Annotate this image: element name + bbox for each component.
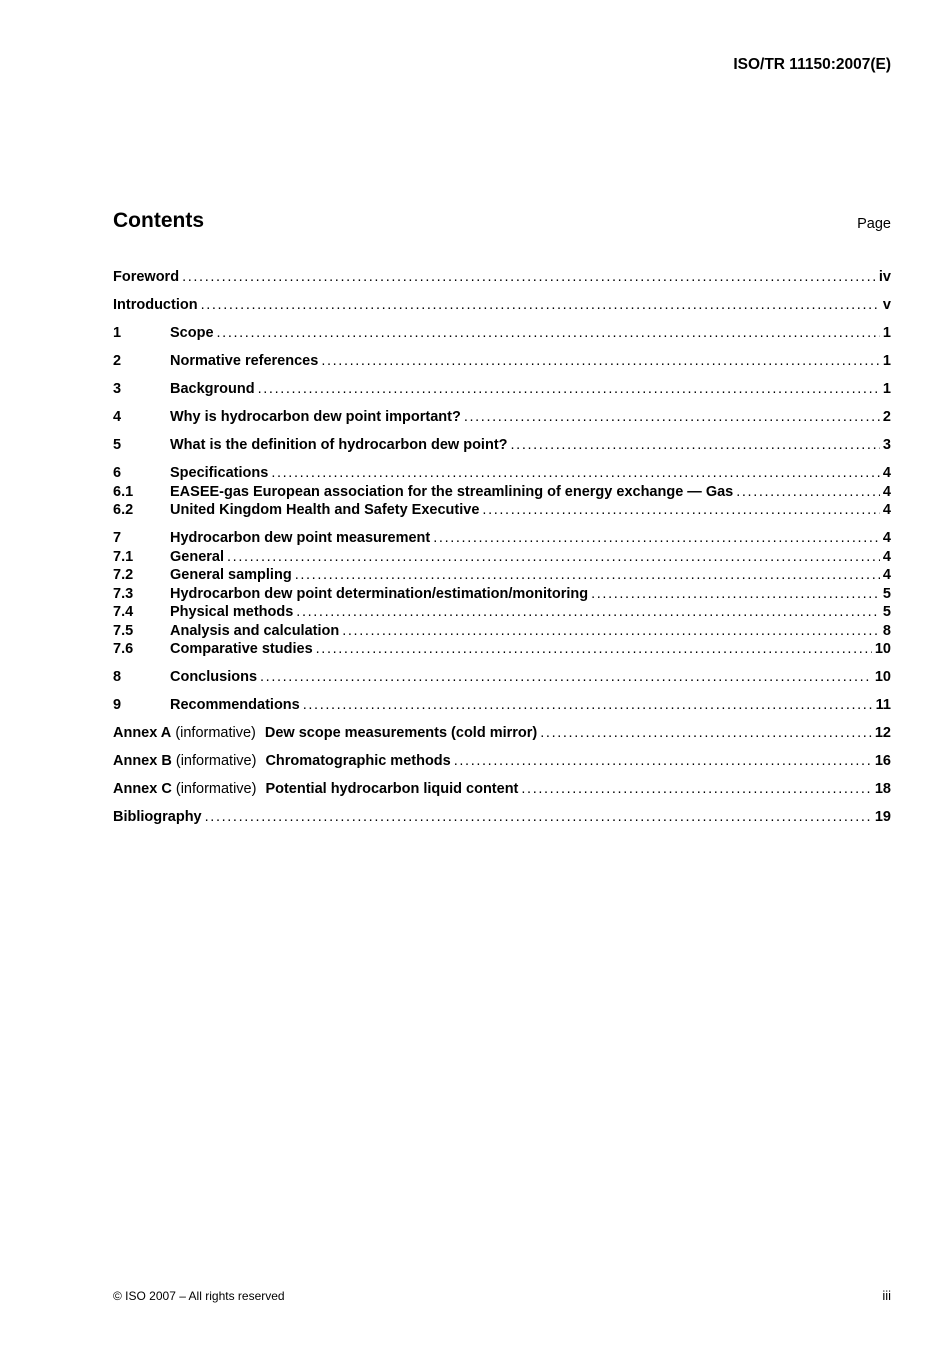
toc-entry[interactable] [113, 483, 891, 502]
toc-section-number: 7.5 [113, 622, 134, 639]
toc-dot-leader [201, 296, 880, 315]
toc-title: Hydrocarbon dew point determination/estimation/monitoring [170, 585, 589, 602]
toc-page-number: 2 [882, 409, 891, 425]
toc-entry[interactable] [113, 436, 891, 455]
toc-entry[interactable] [113, 752, 891, 771]
toc-dot-leader [464, 408, 880, 427]
toc-entry[interactable] [113, 808, 891, 827]
toc-dot-leader [736, 483, 880, 502]
toc-title: Comparative studies [170, 641, 313, 657]
toc-page-number: 5 [882, 604, 891, 620]
toc-page-number: 3 [882, 437, 891, 453]
toc-annex-label [113, 724, 265, 743]
toc-entry[interactable] [113, 464, 891, 483]
toc-page-number: iv [878, 269, 891, 285]
toc-page-number: 5 [882, 585, 891, 602]
toc-page-number: 10 [874, 641, 891, 657]
toc-dot-leader [182, 268, 876, 287]
toc-annex-id: Annex C [113, 781, 172, 797]
toc-page-number: 4 [882, 530, 891, 546]
toc-section-number: 7.6 [113, 641, 134, 657]
toc-annex-label [113, 780, 265, 799]
toc-dot-leader [295, 566, 880, 585]
toc-dot-leader [217, 324, 880, 343]
toc-page-number: 1 [882, 381, 891, 397]
toc-section-number: 7 [113, 530, 122, 546]
toc-section-number: 1 [113, 325, 122, 341]
toc-section-number: 7.2 [113, 567, 134, 583]
toc-title: Foreword [113, 269, 180, 285]
toc-page-number: 16 [874, 753, 891, 769]
toc-entry[interactable] [113, 780, 891, 799]
toc-section-number: 7.4 [113, 604, 134, 620]
document-id: ISO/TR 11150:2007(E) [733, 56, 891, 73]
toc-section-number: 2 [113, 353, 122, 369]
toc-dot-leader [511, 436, 880, 455]
toc-page-number: 4 [882, 548, 891, 565]
toc-dot-leader [260, 668, 872, 687]
toc-page-number: 8 [882, 622, 891, 639]
toc-dot-leader [296, 603, 880, 622]
toc-entry[interactable] [113, 352, 891, 371]
toc-annex-type: (informative) [175, 781, 257, 797]
toc-dot-leader [258, 380, 880, 399]
toc-title: Background [170, 381, 255, 397]
toc-entry[interactable] [113, 668, 891, 687]
toc-title: Introduction [113, 297, 198, 313]
toc-annex-type: (informative) [175, 725, 256, 741]
toc-page-number: 19 [874, 809, 891, 825]
toc-dot-leader [591, 585, 880, 604]
toc-entry[interactable] [113, 640, 891, 659]
toc-title: General [170, 548, 224, 565]
toc-section-number: 5 [113, 437, 122, 453]
toc-title: Why is hydrocarbon dew point important? [170, 409, 461, 425]
toc-dot-leader [303, 696, 873, 715]
toc-title: Scope [170, 325, 214, 341]
toc-title: Specifications [170, 465, 269, 481]
toc-entry[interactable] [113, 622, 891, 641]
toc-title: Chromatographic methods [265, 753, 451, 769]
toc-annex-type: (informative) [175, 753, 257, 769]
toc-entry[interactable] [113, 296, 891, 315]
page-column-label: Page [857, 216, 891, 232]
toc-page-number: 4 [882, 465, 891, 481]
toc-entry[interactable] [113, 603, 891, 622]
toc-page-number: 1 [882, 353, 891, 369]
toc-entry[interactable] [113, 724, 891, 743]
toc-annex-id: Annex B [113, 753, 172, 769]
toc-title: EASEE-gas European association for the streamlining of energy exchange — Gas [170, 483, 734, 500]
toc-title: United Kingdom Health and Safety Executive [170, 502, 480, 518]
toc-page-number: 4 [882, 567, 891, 583]
toc-section-number: 7.1 [113, 548, 134, 565]
toc-dot-leader [433, 529, 880, 548]
toc-entry[interactable] [113, 408, 891, 427]
toc-annex-id: Annex A [113, 725, 172, 741]
toc-title: Physical methods [170, 604, 294, 620]
toc-title: Potential hydrocarbon liquid content [265, 781, 519, 797]
toc-entry[interactable] [113, 696, 891, 715]
toc-entry[interactable] [113, 548, 891, 567]
toc-page-number: 18 [874, 781, 891, 797]
toc-dot-leader [482, 501, 880, 520]
toc-dot-leader [227, 548, 880, 567]
toc-dot-leader [321, 352, 880, 371]
toc-title: What is the definition of hydrocarbon dew point? [170, 437, 508, 453]
toc-page-number: 1 [882, 325, 891, 341]
toc-section-number: 8 [113, 669, 122, 685]
toc-annex-label [113, 752, 265, 771]
toc-section-number: 7.3 [113, 585, 134, 602]
toc-dot-leader [205, 808, 872, 827]
toc-title: Hydrocarbon dew point measurement [170, 530, 431, 546]
toc-entry[interactable] [113, 566, 891, 585]
toc-title: Dew scope measurements (cold mirror) [264, 725, 538, 741]
toc-page-number: 12 [874, 725, 891, 741]
toc-entry[interactable] [113, 380, 891, 399]
toc-section-number: 6.2 [113, 502, 134, 518]
toc-title: Bibliography [113, 809, 202, 825]
toc-section-number: 9 [113, 697, 122, 713]
toc-page-number: 10 [874, 669, 891, 685]
toc-title: Analysis and calculation [170, 622, 340, 639]
toc-entry[interactable] [113, 529, 891, 548]
toc-title: General sampling [170, 567, 292, 583]
toc-dot-leader [540, 724, 872, 743]
toc-page-number: 11 [875, 697, 891, 713]
copyright-footer: © ISO 2007 – All rights reserved [113, 1289, 285, 1303]
toc-section-number: 3 [113, 381, 122, 397]
toc-dot-leader [521, 780, 871, 799]
toc-dot-leader [316, 640, 872, 659]
table-of-contents [113, 268, 891, 827]
toc-dot-leader [454, 752, 872, 771]
toc-entry[interactable] [113, 268, 891, 287]
toc-dot-leader [271, 464, 880, 483]
toc-section-number: 6 [113, 465, 122, 481]
toc-title: Normative references [170, 353, 319, 369]
toc-title: Recommendations [170, 697, 300, 713]
toc-dot-leader [342, 622, 880, 641]
toc-entry[interactable] [113, 324, 891, 343]
toc-page-number: 4 [882, 502, 891, 518]
toc-title: Conclusions [170, 669, 258, 685]
toc-entry[interactable] [113, 585, 891, 604]
footer-page-number: iii [882, 1288, 891, 1303]
contents-heading: Contents [113, 209, 204, 232]
toc-section-number: 6.1 [113, 483, 134, 500]
toc-page-number: v [882, 297, 891, 313]
toc-section-number: 4 [113, 409, 122, 425]
toc-entry[interactable] [113, 501, 891, 520]
toc-page-number: 4 [882, 483, 891, 500]
